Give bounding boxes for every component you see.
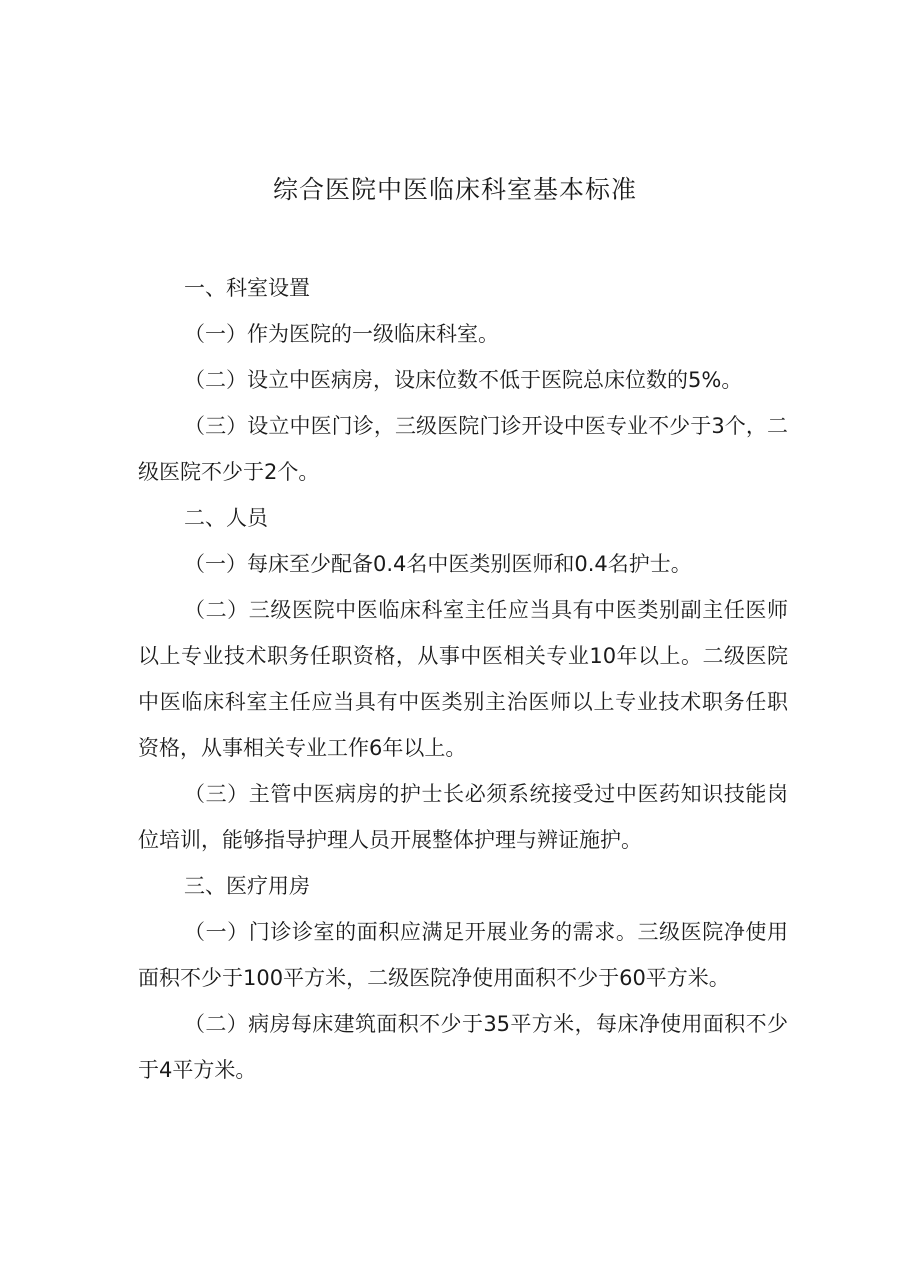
paragraph: （三）主管中医病房的护士长必须系统接受过中医药知识技能岗位培训，能够指导护理人员开展整体护理与辨证施护。 [138,782,788,852]
paragraph: （三）设立中医门诊，三级医院门诊开设中医专业不少于3个，二级医院不少于2个。 [138,414,788,484]
paragraph: （二）病房每床建筑面积不少于35平方米，每床净使用面积不少于4平方米。 [138,1012,788,1082]
paragraph: （二）设立中医病房，设床位数不低于医院总床位数的5%。 [184,368,743,392]
section-heading: 二、人员 [184,506,268,530]
section-heading: 一、科室设置 [184,276,310,300]
paragraph: （一）作为医院的一级临床科室。 [184,322,499,346]
document-body [138,265,788,1093]
section-heading: 三、医疗用房 [184,874,310,898]
paragraph: （一）门诊诊室的面积应满足开展业务的需求。三级医院净使用面积不少于100平方米，二级医院净使用面积不少于60平方米。 [138,920,788,990]
document-title: 综合医院中医临床科室基本标准 [272,175,637,204]
paragraph: （二）三级医院中医临床科室主任应当具有中医类别副主任医师以上专业技术职务任职资格，从事中医相关专业10年以上。二级医院中医临床科室主任应当具有中医类别主治医师以上专业技术职务任职资格，从事相关专业工作6年以上。 [138,598,788,760]
paragraph: （一）每床至少配备0.4名中医类别医师和0.4名护士。 [184,552,692,576]
